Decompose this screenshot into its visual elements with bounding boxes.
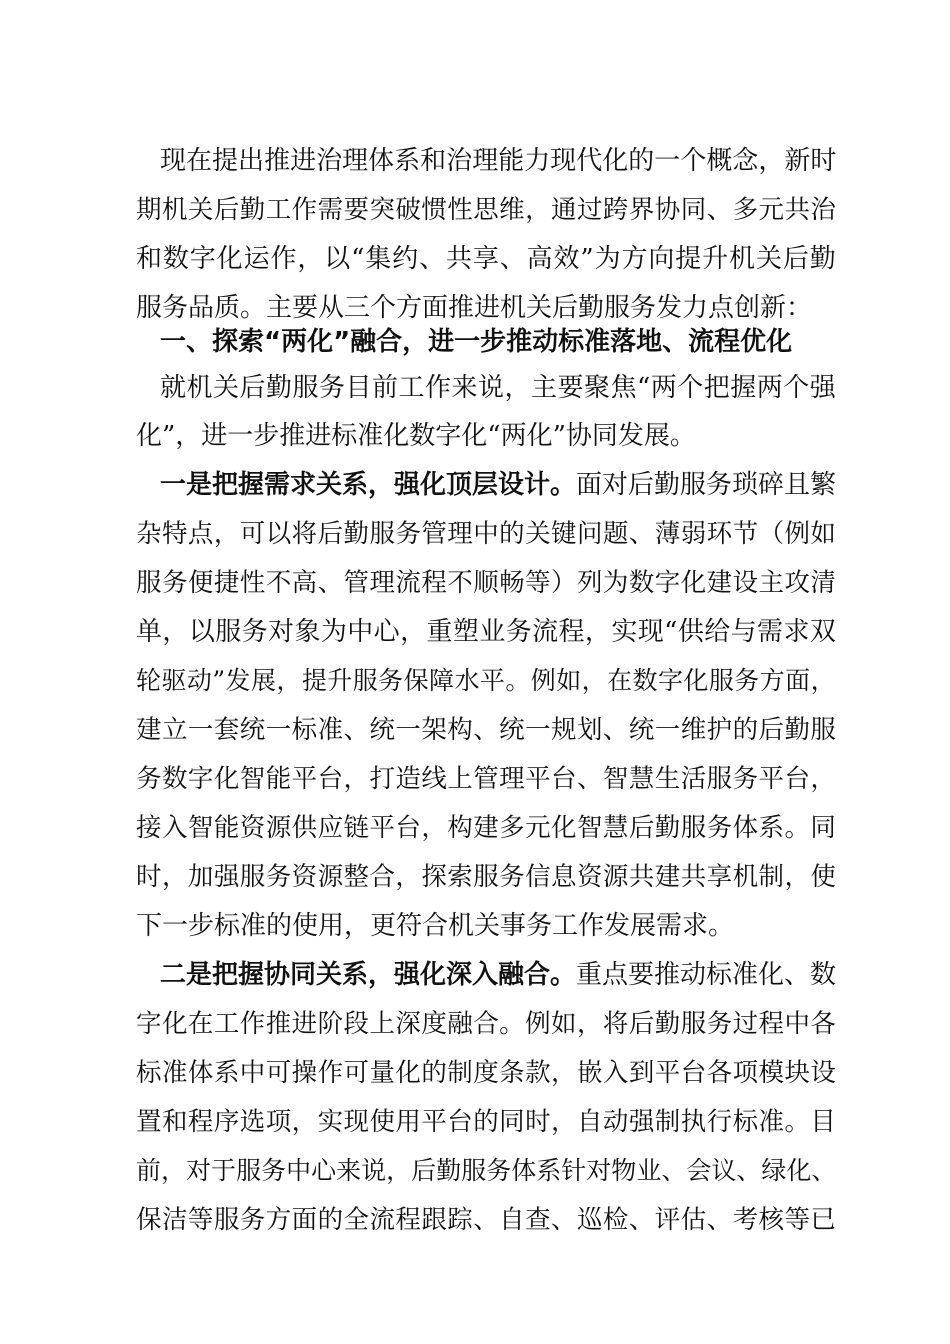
text-line: 务 数 字 化 智 能 平 台 ， 打 造 线 上 管 理 平 台 、 智 慧 生 活 服 务 平 台 ， — [136, 764, 836, 794]
text-line: 期 机 关 后 勤 工 作 需 要 突 破 惯 性 思 维 ， 通 过 跨 界 协 同 、 多 元 共 治 — [136, 195, 836, 225]
paragraph-lead-bold: 一是把握需求关系，强化顶层设计。 — [160, 470, 577, 500]
text-line: 前 ， 对 于 服 务 中 心 来 说 ， 后 勤 服 务 体 系 针 对 物 业 、 会 议 、 绿 化 、 — [136, 1156, 837, 1185]
text-line: 时 ， 加 强 服 务 资 源 整 合 ， 探 索 服 务 信 息 资 源 共 建 共 享 机 制 ， 使 — [136, 862, 836, 892]
text-line: 和 数 字 化 运 作 ， 以 “ 集 约 、 共 享 、 高 效 ” 为 方 向 提 升 机 关 后 勤 — [136, 244, 836, 274]
paragraph-lead-line — [160, 465, 836, 505]
paragraph-lead-bold: 二是把握协同关系，强化深入融合。 — [160, 960, 577, 990]
text-line: 建 立 一 套 统 一 标 准 、 统 一 架 构 、 统 一 规 划 、 统 一 维 护 的 后 勤 服 — [136, 715, 836, 745]
text-line: 置 和 程 序 选 项 ， 实 现 使 用 平 台 的 同 时 ， 自 动 强 制 执 行 标 准 。 目 — [136, 1107, 836, 1137]
text-line: 服 务 便 捷 性 不 高 、 管 理 流 程 不 顺 畅 等 ） 列 为 数 字 化 建 设 主 攻 清 — [136, 568, 836, 598]
text-line: 下一步标准的使用，更符合机关事务工作发展需求。 — [136, 911, 735, 941]
text-line: 轮 驱 动 ” 发 展 ， 提 升 服 务 保 障 水 平 。 例 如 ， 在 数 字 化 服 务 方 面 ， — [136, 666, 836, 695]
text-line: 保 洁 等 服 务 方 面 的 全 流 程 跟 踪 、 自 查 、 巡 检 、 评 估 、 考 核 等 已 — [136, 1205, 836, 1235]
text-line: 单 ， 以 服 务 对 象 为 中 心 ， 重 塑 业 务 流 程 ， 实 现 “ 供 给 与 需 求 双 — [136, 617, 836, 647]
section-heading: 一、探索“两化”融合，进一步推动标准落地、流程优化 — [160, 327, 793, 357]
text-line: 化”，进一步推进标准化数字化“两化”协同发展。 — [136, 421, 696, 451]
text-line: 服务品质。主要从三个方面推进机关后勤服务发力点创新： — [136, 293, 813, 323]
paragraph-lead-line — [160, 955, 836, 995]
text-line: 标 准 体 系 中 可 操 作 可 量 化 的 制 度 条 款 ， 嵌 入 到 平 台 各 项 模 块 设 — [136, 1058, 836, 1088]
text-line: 接 入 智 能 资 源 供 应 链 平 台 ， 构 建 多 元 化 智 慧 后 勤 服 务 体 系 。 同 — [136, 813, 836, 843]
text-line: 杂 特 点 ， 可 以 将 后 勤 服 务 管 理 中 的 关 键 问 题 、 薄 弱 环 节 （ 例 如 — [136, 519, 836, 549]
paragraph-lead-rest: 面对后勤服务琐碎且繁 — [576, 470, 837, 500]
text-line: 现 在 提 出 推 进 治 理 体 系 和 治 理 能 力 现 代 化 的 一 个 概 念 ， 新 时 — [160, 146, 837, 176]
paragraph-lead-rest: 重点要推动标准化、数 — [576, 960, 837, 990]
text-line: 就 机 关 后 勤 服 务 目 前 工 作 来 说 ， 主 要 聚 焦 “ 两 个 把 握 两 个 强 — [160, 373, 836, 403]
text-line: 字 化 在 工 作 推 进 阶 段 上 深 度 融 合 。 例 如 ， 将 后 勤 服 务 过 程 中 各 — [136, 1009, 836, 1039]
